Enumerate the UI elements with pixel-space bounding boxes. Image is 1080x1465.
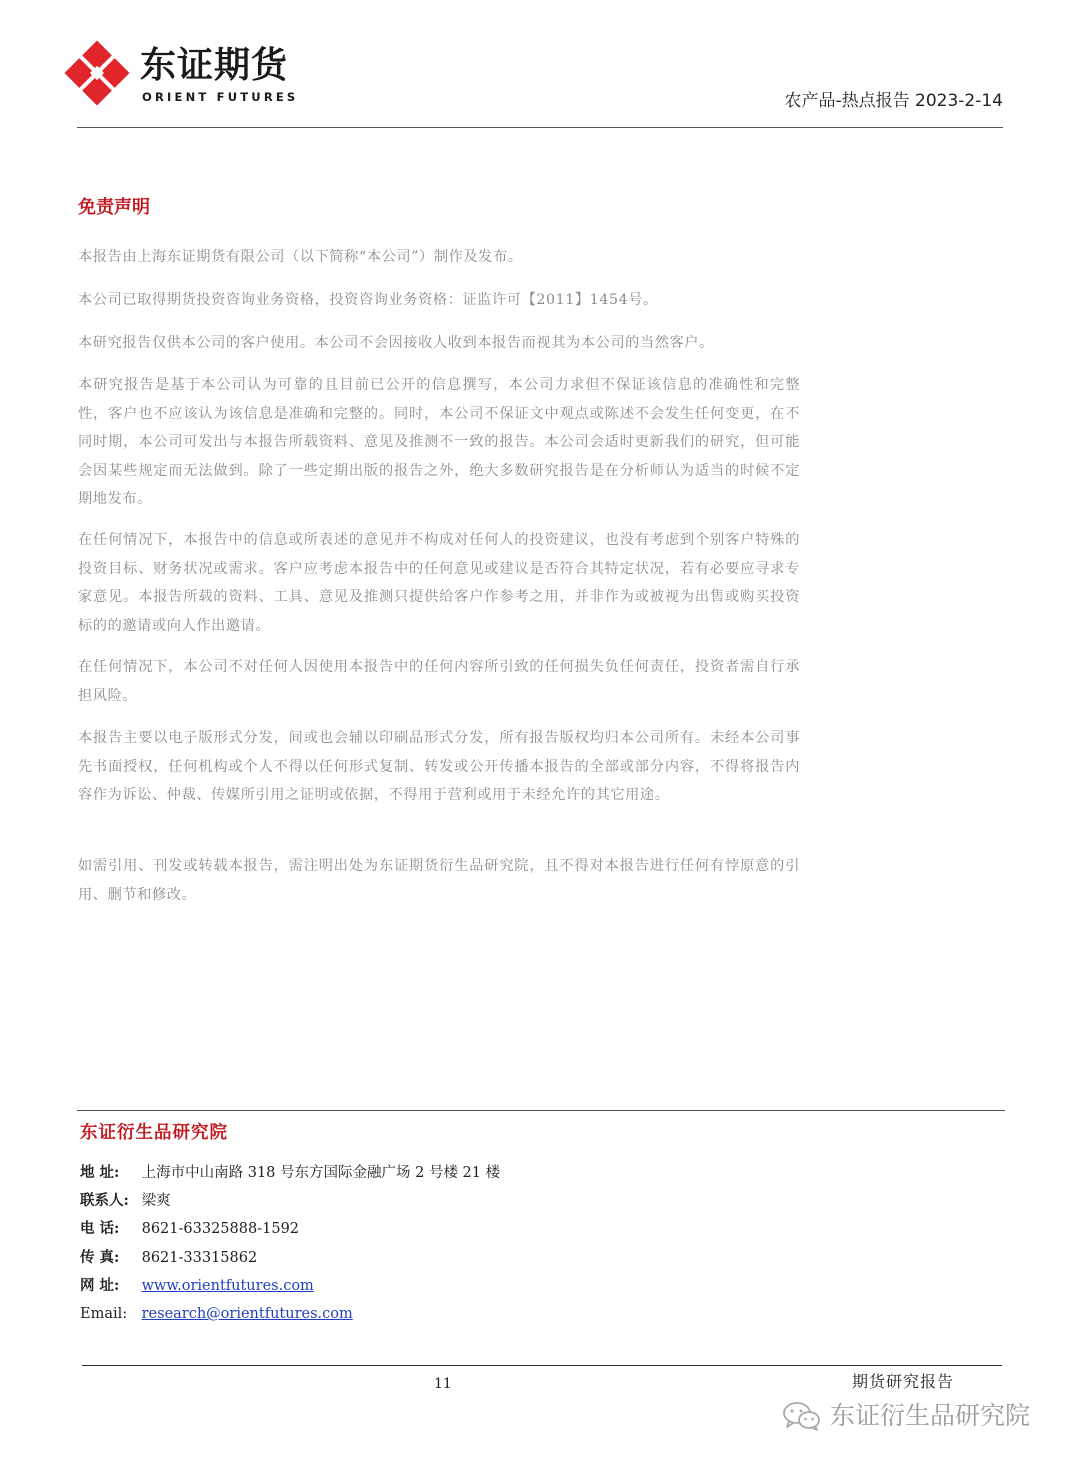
address-label: 地 址: (80, 1164, 120, 1181)
address-row (80, 1163, 500, 1183)
disclaimer-paragraph: 本公司已取得期货投资咨询业务资格，投资咨询业务资格：证监许可【2011】1454号。 (78, 292, 658, 308)
wechat-icon (782, 1401, 822, 1431)
website-label: 网 址: (80, 1277, 120, 1294)
address-value: 上海市中山南路 318 号东方国际金融广场 2 号楼 21 楼 (141, 1165, 501, 1181)
fax-label: 传 真: (80, 1249, 120, 1266)
report-type-label: 期货研究报告 (852, 1372, 955, 1391)
disclaimer-paragraph: 如需引用、刊发或转载本报告，需注明出处为东证期货衍生品研究院，且不得对本报告进行任何有悖原意的引用、删节和修改。 (78, 858, 800, 903)
report-category-date: 农产品-热点报告 2023-2-14 (784, 91, 1003, 111)
contact-person-row (80, 1191, 171, 1211)
phone-label: 电 话: (80, 1220, 120, 1237)
contact-person-label: 联系人: (80, 1192, 129, 1209)
website-row (80, 1276, 314, 1296)
institute-name: 东证衍生品研究院 (80, 1123, 228, 1143)
email-row (80, 1304, 353, 1324)
footer-divider-bottom (82, 1365, 1002, 1366)
disclaimer-title: 免责声明 (78, 197, 150, 218)
contact-person-value: 梁爽 (141, 1193, 171, 1209)
disclaimer-paragraph: 在任何情况下，本公司不对任何人因使用本报告中的任何内容所引致的任何损失负任何责任，投资者需自行承担风险。 (78, 659, 800, 704)
watermark-text: 东证衍生品研究院 (830, 1401, 1031, 1430)
footer-divider-top (77, 1110, 1005, 1111)
email-link[interactable]: research@orientfutures.com (141, 1306, 353, 1322)
phone-value: 8621-63325888-1592 (141, 1221, 300, 1237)
disclaimer-paragraph: 在任何情况下，本报告中的信息或所表述的意见并不构成对任何人的投资建议，也没有考虑到个别客户特殊的投资目标、财务状况或需求。客户应考虑本报告中的任何意见或建议是否符合其特定状况，若有必要应寻求专家意见。本报告所载的资料、工具、意见及推测只提供给客户作参考之用，并非作为或被视为出售或购买投资标的的邀请或向人作出邀请。 (78, 532, 800, 634)
orient-futures-logo-icon (64, 40, 130, 106)
brand-name-en: ORIENT FUTURES (142, 90, 299, 104)
page-number: 11 (434, 1376, 452, 1392)
disclaimer-paragraph: 本报告主要以电子版形式分发，间或也会辅以印刷品形式分发，所有报告版权均归本公司所有。未经本公司事先书面授权，任何机构或个人不得以任何形式复制、转发或公开传播本报告的全部或部分内容，不得将报告内容作为诉讼、仲裁、传媒所引用之证明或依据，不得用于营利或用于未经允许的其它用途。 (78, 730, 800, 803)
disclaimer-paragraph: 本研究报告是基于本公司认为可靠的且目前已公开的信息撰写，本公司力求但不保证该信息的准确性和完整性，客户也不应该认为该信息是准确和完整的。同时，本公司不保证文中观点或陈述不会发生任何变更，在不同时期，本公司可发出与本报告所载资料、意见及推测不一致的报告。本公司会适时更新我们的研究，但可能会因某些规定而无法做到。除了一些定期出版的报告之外，绝大多数研究报告是在分析师认为适当的时候不定期地发布。 (78, 377, 800, 507)
fax-row (80, 1248, 257, 1268)
fax-value: 8621-33315862 (141, 1250, 258, 1266)
phone-row (80, 1219, 299, 1239)
brand-name-cn: 东证期货 (140, 45, 289, 86)
disclaimer-paragraph: 本研究报告仅供本公司的客户使用。本公司不会因接收人收到本报告而视其为本公司的当然客户。 (78, 335, 714, 351)
disclaimer-paragraph: 本报告由上海东证期货有限公司（以下简称“本公司”）制作及发布。 (78, 249, 523, 265)
website-link[interactable]: www.orientfutures.com (141, 1278, 314, 1294)
email-label: Email: (80, 1306, 128, 1322)
header-divider (77, 127, 1003, 128)
